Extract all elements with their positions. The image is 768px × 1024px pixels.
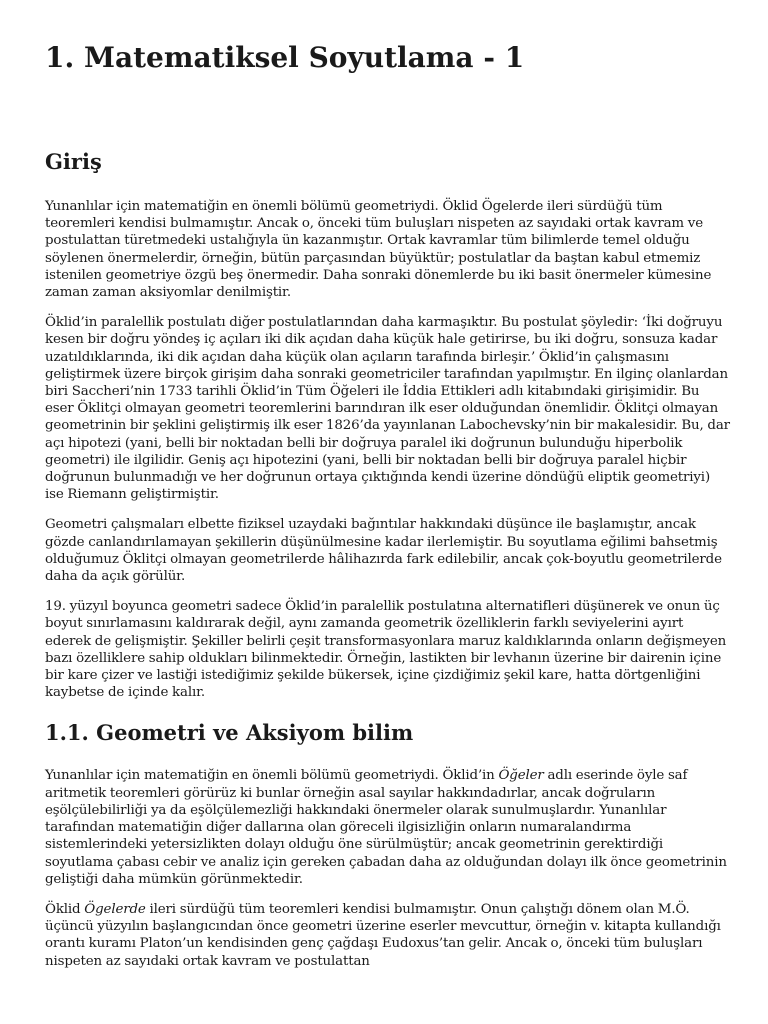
geometry-paragraph-2-text-b: ileri sürdüğü tüm teoremleri kendisi bulmamıştır. Onun çalıştığı dönem olan M.Ö. üçüncü yüzyılın başlangıcından önce geometri üzerine eserler mevcuttur, örneğin v. kitapta kullandığı orantı kuramı Platon’un kendisinden genç çağdaşı Eudoxus’tan gelir. Ancak o, önceki tüm buluşları nispeten az sayıdaki ortak kavram ve postulattan (45, 901, 721, 969)
document-page (45, 40, 730, 983)
geometry-paragraph-2-text-a: Öklid (45, 901, 85, 917)
geometry-paragraph-2 (45, 901, 730, 970)
intro-paragraph-3: Geometri çalışmaları elbette fiziksel uzaydaki bağıntılar hakkındaki düşünce ile başlamıştır, ancak gözde canlandırılamayan şekillerin düşünülmesine kadar ilerlemiştir. Bu soyutlama eğilimi bahsetmiş olduğumuz Öklitçi olmayan geometrilerde hâlihazırda fark edilebilir, ancak çok-boyutlu geometrilerde daha da açık görülür. (45, 517, 722, 585)
geometry-paragraph-1-text-a: Yunanlılar için matematiğin en önemli bölümü geometriydi. Öklid’in (45, 768, 499, 784)
intro-paragraph-4: 19. yüzyıl boyunca geometri sadece Öklid’in paralellik postulatına alternatifleri düşünerek ve onun üç boyut sınırlamasını kaldırarak değil, aynı zamanda geometrik özelliklerin farklı seviyelerini ayırt ederek de gelişmiştir. Şekiller belirli çeşit transformasyonlara maruz kaldıklarında onların değişmeyen bazı özelliklere sahip oldukları bilinmektedir. Örneğin, lastikten bir levhanın üzerine bir dairenin içine bir kare çizer ve lastiği istediğimiz şekilde bükersek, içine çizdiğimiz şekil kare, hatta dörtgenliğini kaybetse de içinde kalır. (45, 599, 727, 701)
geometry-paragraph-1-text-b: adlı eserinde öyle saf aritmetik teoremleri görürüz ki bunlar örneğin asal sayılar hakkındadırlar, ancak doğruların eşölçülebilirliği ya da eşölçülemezliği hakkındaki önermeler olarak sunulmuşlardır. Yunanlılar tarafından matematiğin diğer dallarına olan göreceli ilgisizliğin onların numaralandırma sistemlerindeki yetersizlikten dolayı olduğu öne sürülmüştür; ancak geometrinin gerektirdiği soyutlama çabası cebir ve analiz için gereken çabadan daha az olduğundan dolayı ilk önce geometrinin geliştiği daha mümkün görünmektedir. (45, 768, 727, 887)
geometry-paragraph-1 (45, 767, 730, 887)
intro-paragraph-1: Yunanlılar için matematiğin en önemli bölümü geometriydi. Öklid Ögelerde ileri sürdüğü tüm teoremleri kendisi bulmamıştır. Ancak o, önceki tüm buluşları nispeten az sayıdaki ortak kavram ve postulattan türetmedeki ustalığıyla ün kazanmıştır. Ortak kavramlar tüm bilimlerde temel olduğu söylenen önermelerdir, örneğin, bütün parçasından büyüktür; postulatlar da baştan kabul etmemiz istenilen geometriye özgü beş önermedir. Daha sonraki dönemlerde bu iki basit önermeler kümesine zaman zaman aksiyomlar denilmiştir. (45, 199, 712, 301)
page-title: 1. Matematiksel Soyutlama - 1 (45, 41, 525, 74)
book-title-ogelerde: Ögelerde (84, 901, 146, 917)
intro-paragraph-2: Öklid’in paralellik postulatı diğer postulatlarından daha karmaşıktır. Bu postulat şöyledir: ‘İki doğruyu kesen bir doğru yöndeş iç açıları iki dik açıdan daha küçük hale getirirse, bu iki doğru, sonsuza kadar uzatıldıklarında, iki dik açıdan daha küçük olan açıların tarafında birleşir.’ Öklid’in çalışmasını geliştirmek üzere birçok girişim daha sonraki geometriciler tarafından yapılmıştır. En ilginç olanlardan biri Saccheri’nin 1733 tarihli Öklid’in Tüm Öğeleri ile İddia Ettikleri adlı kitabındaki girişimidir. Bu eser Öklitçi olmayan geometri teoremlerini barındıran ilk eser olduğundan önemlidir. Öklitçi olmayan geometrinin bir şeklini geliştirmiş ilk eser 1826’da yayınlanan Labochevsky’nin bir makalesidir. Bu, dar açı hipotezi (yani, belli bir noktadan belli bir doğruya paralel iki doğrunun bulunduğu hiperbolik geometri) ile ilgilidir. Geniş açı hipotezini (yani, belli bir noktadan belli bir doğruya paralel hiçbir doğrunun bulunmadığı ve her doğrunun ortaya çıktığında kendi üzerine döndüğü eliptik geometriyi) ise Riemann geliştirmiştir. (45, 315, 730, 503)
section-heading-intro: Giriş (45, 149, 102, 174)
section-heading-geometry-axiom: 1.1. Geometri ve Aksiyom bilim (45, 720, 414, 746)
book-title-ogeler: Öğeler (498, 768, 544, 784)
